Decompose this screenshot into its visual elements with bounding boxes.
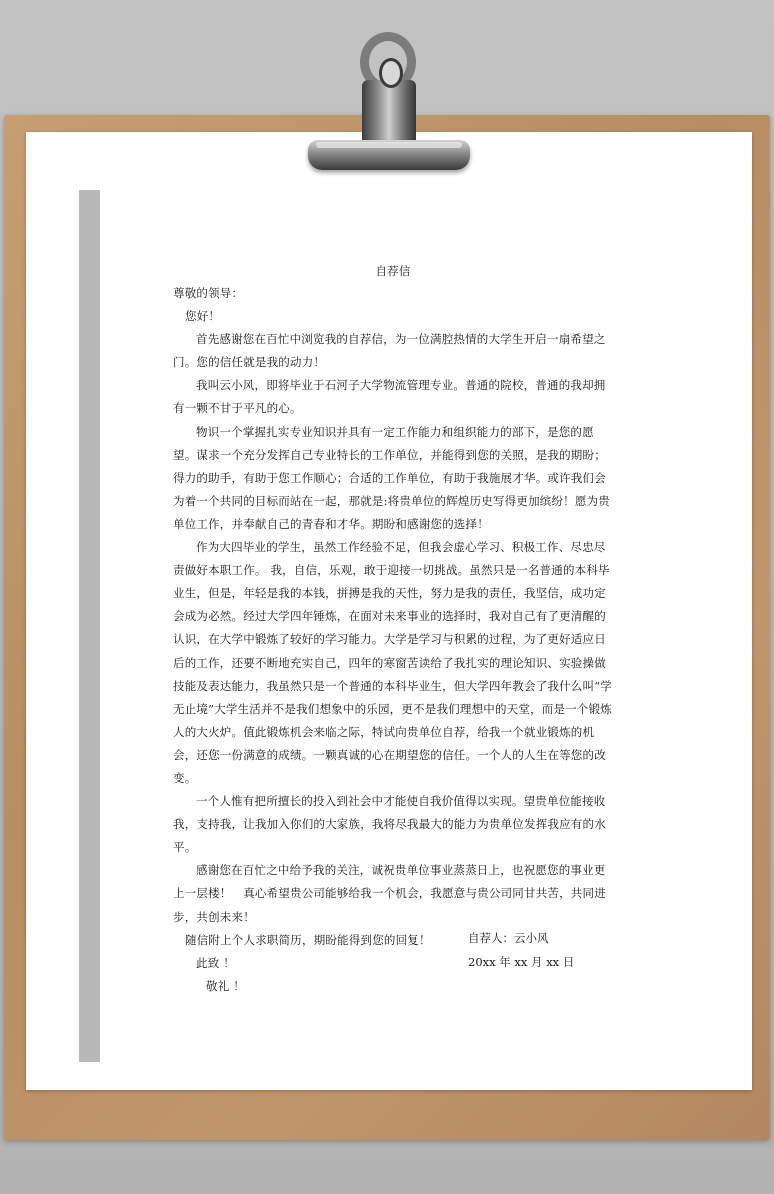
letter-signature (468, 927, 574, 974)
letter-closing-jingli: 敬礼 ！ (206, 978, 245, 993)
letter-paragraph: 物识一个掌握扎实专业知识并具有一定工作能力和组织能力的部下，是您的愿望。谋求一个充分发挥自己专业特长的工作单位，并能得到您的关照，是我的期盼；得力的助手，有助于您工作顺心；合适的工作单位，有助于我施展才华。或许我们会为着一个共同的目标而站在一起，那就是:将贵单位的辉煌历史写得更加缤纷！愿为贵单位工作，并奉献自己的青春和才华。期盼和感谢您的选择！ (173, 424, 610, 531)
letter-greeting: 您好！ (185, 309, 221, 324)
letter-paragraph: 作为大四毕业的学生，虽然工作经验不足，但我会虚心学习、积极工作、尽忠尽责做好本职工作。 我，自信，乐观，敢于迎接一切挑战。虽然只是一名普通的本科毕业生，但是，年轻是我的本钱，拼搏是我的天性，努力是我的责任，我坚信，成功定会成为必然。经过大学四年锤炼，在面对未来事业的选择时，我对自己有了更清醒的认识，在大学中锻炼了较好的学习能力。大学是学习与积累的过程，为了更好适应日后的工作，还要不断地充实自己，四年的寒窗苦读给了我扎实的理论知识、实验操做技能及表达能力，我虽然只是一个普通的本科毕业生，但大学四年教会了我什么叫“学无止境”大学生活并不是我们想象中的乐园，更不是我们理想中的天堂，而是一个锻炼人的大火炉。值此锻炼机会来临之际，特试向贵单位自荐，给我一个就业锻炼的机会，还您一份满意的成绩。一颗真诚的心在期望您的信任。一个人的人生在等您的改变。 (173, 540, 612, 785)
letter-attachment-note: 随信附上个人求职简历，期盼能得到您的回复！ (185, 932, 431, 947)
binder-clip-icon (300, 28, 478, 178)
paper-side-bar (79, 190, 100, 1062)
letter-body (173, 260, 613, 998)
clip-ring-hole (379, 58, 403, 88)
letter-paragraph: 我叫云小风，即将毕业于石河子大学物流管理专业。普通的院校，普通的我却拥有一颗不甘于平凡的心。 (173, 378, 606, 416)
letter-paragraph: 首先感谢您在百忙中浏览我的自荐信，为一位满腔热情的大学生开启一扇希望之门。您的信任就是我的动力！ (173, 332, 606, 370)
letter-closing-zhici: 此致 ！ (196, 955, 235, 970)
clip-lip (316, 142, 462, 148)
signature-name: 自荐人：云小风 (468, 931, 549, 945)
letter-paragraph: 一个人惟有把所擅长的投入到社会中才能使自我价值得以实现。望贵单位能接收我，支持我，让我加入你们的大家族，我将尽我最大的能力为贵单位发挥我应有的水平。 (173, 794, 606, 855)
letter-salutation: 尊敬的领导： (173, 286, 244, 300)
signature-date: 20xx 年 xx 月 xx 日 (468, 954, 575, 969)
letter-title: 自荐信 (375, 264, 411, 278)
letter-paragraph: 感谢您在百忙之中给予我的关注，诚祝贵单位事业蒸蒸日上，也祝愿您的事业更上一层楼！ 真心希望贵公司能够给我一个机会，我愿意与贵公司同甘共苦，共同进步，共创未来！ (173, 863, 606, 924)
